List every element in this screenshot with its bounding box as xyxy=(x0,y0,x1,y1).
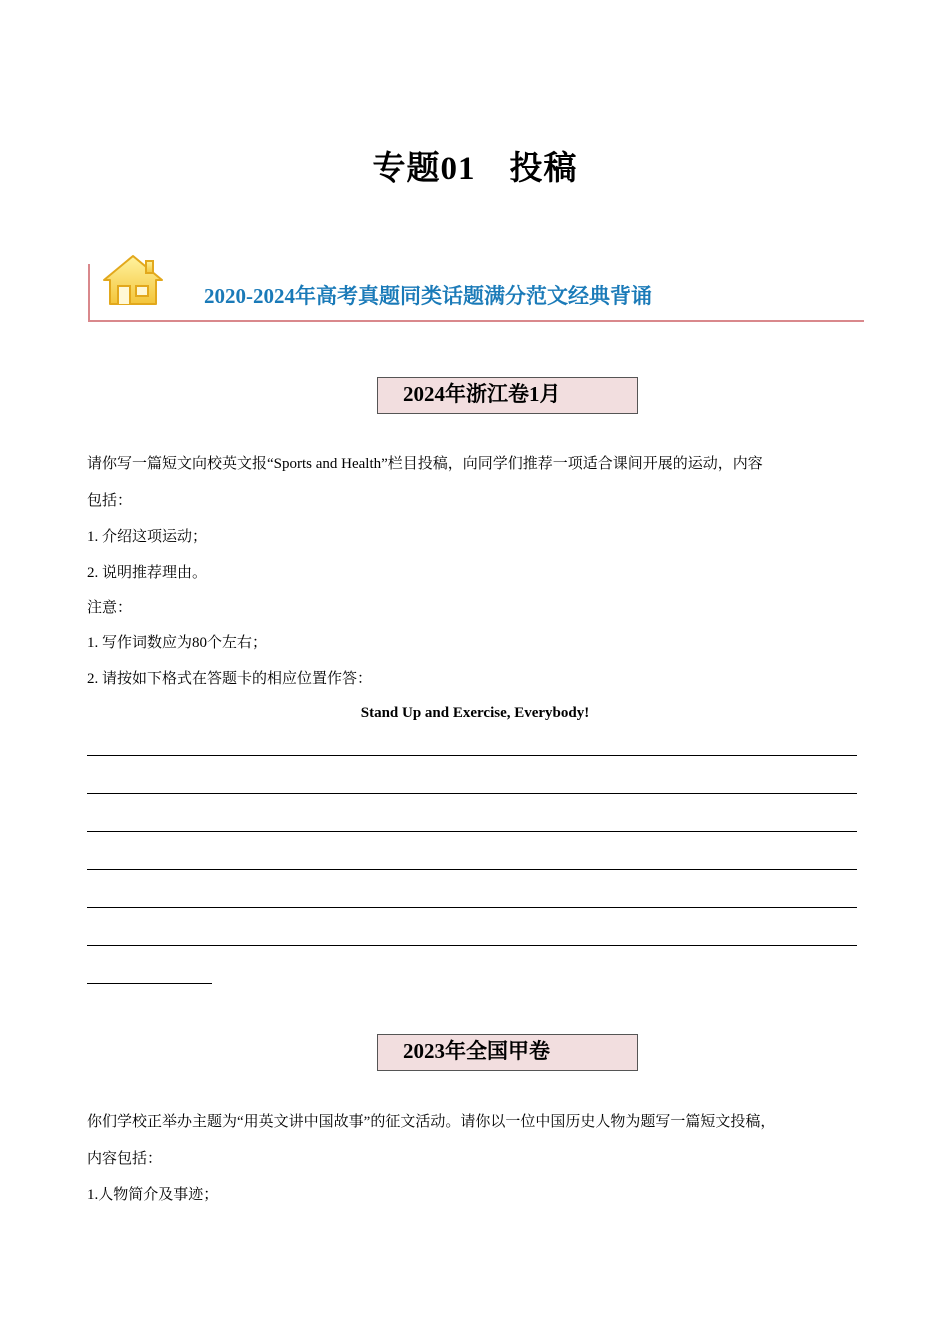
answer-line xyxy=(87,983,212,984)
note-label: 注意： xyxy=(87,600,133,616)
note-item: 1. 写作词数应为80个左右； xyxy=(87,635,268,651)
answer-line xyxy=(87,793,857,794)
prompt-line: 包括： xyxy=(87,493,133,509)
section-heading: 2023年全国甲卷 xyxy=(377,1034,638,1071)
note-item: 2. 请按如下格式在答题卡的相应位置作答： xyxy=(87,671,373,687)
banner-left-rule xyxy=(88,264,90,322)
banner-text: 2020-2024年高考真题同类话题满分范文经典背诵 xyxy=(204,284,652,308)
content-point: 1.人物简介及事迹； xyxy=(87,1187,219,1203)
answer-line xyxy=(87,907,857,908)
prompt-line: 请你写一篇短文向校英文报“Sports and Health”栏目投稿，向同学们推荐一项适合课间开展的运动，内容 xyxy=(87,456,763,472)
banner-bottom-rule xyxy=(88,320,864,322)
house-icon xyxy=(100,252,166,308)
section-heading: 2024年浙江卷1月 xyxy=(377,377,638,414)
prompt-line: 内容包括： xyxy=(87,1151,163,1167)
answer-line xyxy=(87,831,857,832)
answer-line xyxy=(87,869,857,870)
page-title: 专题01 投稿 xyxy=(372,151,578,187)
content-point: 2. 说明推荐理由。 xyxy=(87,565,208,581)
answer-line xyxy=(87,755,857,756)
section-banner xyxy=(88,252,864,322)
answer-line xyxy=(87,945,857,946)
prompt-line: 你们学校正举办主题为“用英文讲中国故事”的征文活动。请你以一位中国历史人物为题写一篇短文投稿， xyxy=(87,1114,776,1130)
content-point: 1. 介绍这项运动； xyxy=(87,529,208,545)
essay-title: Stand Up and Exercise, Everybody! xyxy=(360,705,590,721)
